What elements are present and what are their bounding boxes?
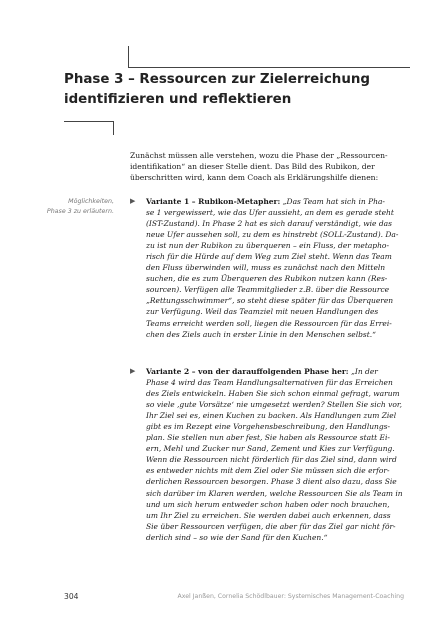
text-line (146, 366, 408, 377)
top-horizontal-rule (128, 67, 410, 68)
triangle-bullet-icon: ▶ (130, 367, 136, 375)
text-line (146, 488, 408, 499)
text-line: identifikation“ an dieser Stelle dient. Das Bild des Rubikon, der (130, 162, 375, 172)
text-run: zur Verfügung. Weil das Teamziel mit neuen Handlungen des (146, 307, 379, 317)
text-line (146, 318, 408, 329)
text-run: suchen, die es zum Überqueren des Rubikon nutzen kann (Res- (146, 274, 388, 284)
text-run: „Rettungsschwimmer“, so steht diese später für das Überqueren (146, 296, 394, 306)
marginal-line: Phase 3 zu erläutern. (46, 208, 114, 215)
text-line (146, 388, 408, 399)
text-run: es entweder nichts mit dem Ziel oder Sie müssen sich die erfor- (146, 466, 390, 476)
text-run: um Ihr Ziel zu erreichen. Sie werden dabei auch erkennen, dass (146, 510, 391, 520)
variant-2-text (146, 366, 408, 543)
text-line (146, 295, 408, 306)
text-run: zu ist nun der Rubikon zu überqueren – ein Fluss, der metapho- (146, 241, 389, 251)
text-run: und um sich herum entweder schon haben oder noch brauchen, (146, 499, 390, 509)
marginal-note (24, 197, 114, 217)
text-run: sich darüber im Klaren werden, welche Ressourcen Sie als Team in (146, 488, 403, 498)
text-line: Zunächst müssen alle verstehen, wozu die Phase der „Ressourcen- (130, 151, 388, 160)
text-run: den Fluss überwinden will, muss es zunächst nach den Mitteln (146, 263, 386, 273)
text-line (146, 510, 408, 521)
text-line (146, 262, 408, 273)
variant-label: Variante 1 – Rubikon-Metapher: (146, 197, 281, 206)
text-line (146, 218, 408, 229)
intro-paragraph (130, 150, 402, 183)
running-footer: Axel Janßen, Cornelia Schödlbauer: Systemisches Management-Coaching (177, 593, 404, 600)
text-run: derlich sind – so wie der Sand für den Kuchen.“ (146, 532, 328, 542)
bottom-horizontal-rule (64, 121, 114, 122)
text-line (146, 229, 408, 240)
text-run: neue Ufer aussehen soll, zu dem es hinstrebt (SOLL-Zustand). Da- (146, 230, 399, 240)
text-run: Ihr Ziel sei es, einen Kuchen zu backen. Als Handlungen zum Ziel (146, 411, 397, 421)
text-run: (IST-Zustand). In Phase 2 hat es sich darauf verständigt, wie das (146, 219, 392, 229)
triangle-bullet-icon: ▶ (130, 197, 136, 205)
page-number: 304 (64, 592, 79, 601)
text-run: derlichen Ressourcen besorgen. Phase 3 dient also dazu, dass Sie (146, 477, 397, 487)
text-line (146, 421, 408, 432)
text-line (146, 432, 408, 443)
text-run: sourcen). Verfügen alle Teammitglieder z.B. über die Ressource (146, 285, 390, 295)
text-line (146, 399, 408, 410)
bottom-vertical-rule (113, 121, 114, 135)
text-run: ern, Mehl und Zucker nur Sand, Zement und Kies zur Verfügung. (146, 444, 395, 454)
text-line (146, 476, 408, 487)
variant-1-text (146, 196, 408, 340)
title-line: identifizieren und reflektieren (64, 92, 292, 107)
text-run: Wenn die Ressourcen nicht förderlich für das Ziel sind, dann wird (146, 455, 397, 465)
text-line (146, 207, 408, 218)
text-line (146, 273, 408, 284)
variant-label: Variante 2 – von der darauffolgenden Phase her: (146, 367, 349, 376)
text-line: überschritten wird, kann dem Coach als Erklärungshilfe dienen: (130, 173, 379, 183)
text-line (146, 410, 408, 421)
text-run: se 1 vergewissert, wie das Ufer aussieht, an dem es gerade steht (146, 208, 394, 218)
text-line (146, 465, 408, 476)
text-run: chen des Ziels auch in erster Linie in den Menschen selbst.“ (146, 329, 377, 339)
text-run: Phase 4 wird das Team Handlungsalternativen für das Erreichen (146, 378, 393, 388)
text-line (146, 329, 408, 340)
title-line: Phase 3 – Ressourcen zur Zielerreichung (64, 72, 370, 87)
text-line (146, 443, 408, 454)
text-run: Teams erreicht werden soll, liegen die Ressourcen für das Errei- (146, 318, 392, 328)
text-run: plan. Sie stellen nun aber fest, Sie haben als Ressource statt Ei- (146, 433, 390, 443)
text-line (146, 532, 408, 543)
text-line (146, 454, 408, 465)
text-run: so viele ‚gute Vorsätze‘ nie umgesetzt werden? Stellen Sie sich vor, (146, 400, 402, 410)
text-run: risch für die Hürde auf dem Weg zum Ziel steht. Wenn das Team (146, 252, 392, 262)
text-line (146, 306, 408, 317)
text-line (146, 377, 408, 388)
text-run: „Das Team hat sich in Pha- (282, 197, 385, 206)
text-line (146, 251, 408, 262)
text-run: gibt es im Rezept eine Vorgehensbeschreibung, den Handlungs- (146, 422, 391, 432)
text-line (146, 284, 408, 295)
marginal-line: Möglichkeiten, (68, 198, 114, 205)
top-vertical-rule (128, 46, 129, 68)
text-run: Sie über Ressourcen verfügen, die aber für das Ziel gar nicht för- (146, 521, 396, 531)
text-run: „In der (350, 367, 378, 376)
text-line (146, 521, 408, 532)
text-line (146, 240, 408, 251)
text-run: des Ziels entwickeln. Haben Sie sich schon einmal gefragt, warum (146, 389, 400, 399)
text-line (146, 499, 408, 510)
text-line (146, 196, 408, 207)
page-title (64, 70, 414, 110)
